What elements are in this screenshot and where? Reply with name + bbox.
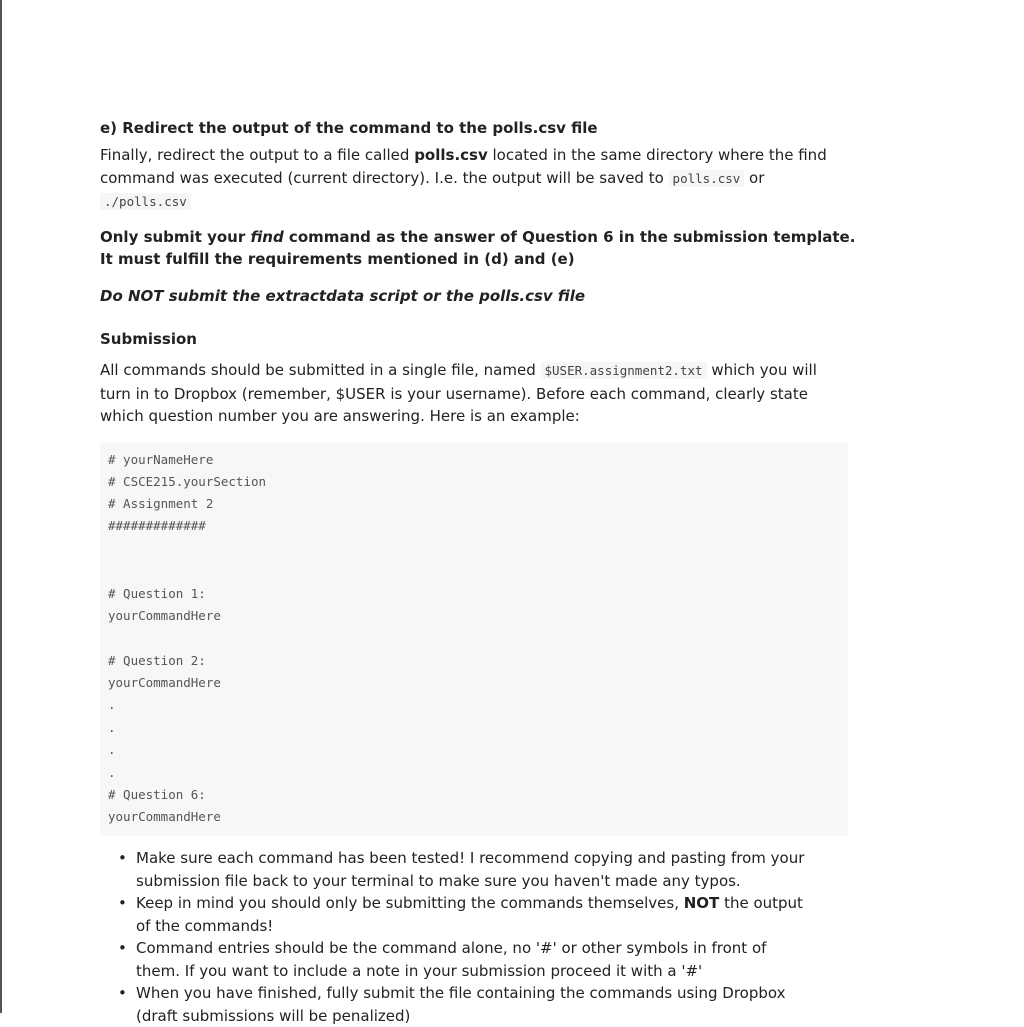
- page-left-border: [0, 0, 2, 1013]
- code-line: yourCommandHere: [108, 608, 221, 623]
- bullet-2-text-b: the output of the commands!: [136, 894, 803, 935]
- inline-code-dot-polls: ./polls.csv: [100, 193, 191, 210]
- section-e-paragraph: [100, 144, 840, 214]
- section-e-text-2: located in the same directory where the find command was executed (current directory). I.e. the output will be saved to: [100, 146, 827, 187]
- code-line: yourCommandHere: [108, 809, 221, 824]
- note-1-find-emphasis: find: [250, 228, 284, 246]
- section-e-filename-bold: polls.csv: [414, 146, 488, 164]
- note-1-text-a: Only submit your: [100, 228, 251, 246]
- submission-rules-list: [100, 847, 876, 1027]
- section-e-text-1: Finally, redirect the output to a file called: [100, 146, 415, 164]
- code-example-block: [100, 443, 848, 836]
- list-item: [136, 982, 806, 1027]
- code-line: # Question 1:: [108, 586, 206, 601]
- code-line: .: [108, 742, 116, 757]
- code-line: # Question 6:: [108, 787, 206, 802]
- bullet-2-not-bold: NOT: [683, 894, 720, 912]
- list-item: [136, 892, 806, 937]
- bullet-1-text: Make sure each command has been tested! I recommend copying and pasting from your submission file back to your terminal to make sure you haven't made any typos.: [136, 849, 805, 890]
- inline-code-filename: $USER.assignment2.txt: [541, 362, 707, 379]
- submission-paragraph: [100, 359, 840, 428]
- code-line: # yourNameHere: [108, 452, 214, 467]
- code-line: .: [108, 697, 116, 712]
- note-1-text-b: command as the answer of Question 6 in the submission template. It must fulfill the requirements mentioned in (d) and (e): [100, 228, 856, 268]
- bullet-4-text: When you have finished, fully submit the file containing the commands using Dropbox (draft submissions will be penalized): [136, 984, 786, 1025]
- submission-heading: Submission: [100, 330, 197, 348]
- submission-text-1: All commands should be submitted in a single file, named: [100, 361, 541, 379]
- code-line: #############: [108, 518, 206, 533]
- code-line: # Assignment 2: [108, 496, 214, 511]
- bullet-2-text-a: Keep in mind you should only be submitting the commands themselves,: [136, 894, 684, 912]
- bullet-3-text: Command entries should be the command alone, no '#' or other symbols in front of them. If you want to include a note in your submission proceed it with a '#': [136, 939, 767, 980]
- submit-find-note: [100, 226, 860, 270]
- section-e-text-3: or: [744, 168, 765, 187]
- inline-code-polls: polls.csv: [669, 170, 745, 187]
- code-line: .: [108, 765, 116, 780]
- note-2-text: Do NOT submit the extractdata script or the polls.csv file: [100, 287, 586, 305]
- list-item: [136, 937, 806, 982]
- code-line: .: [108, 720, 116, 735]
- code-line: yourCommandHere: [108, 675, 221, 690]
- do-not-submit-note: [100, 285, 860, 307]
- code-line: # CSCE215.yourSection: [108, 474, 267, 489]
- list-item: [136, 847, 806, 892]
- code-line: # Question 2:: [108, 653, 206, 668]
- section-e-heading: e) Redirect the output of the command to the polls.csv file: [100, 119, 598, 137]
- submission-text-2: which you will turn in to Dropbox (remember, $USER is your username). Before each command, clearly state which question number you are answering. Here is an example:: [100, 361, 817, 425]
